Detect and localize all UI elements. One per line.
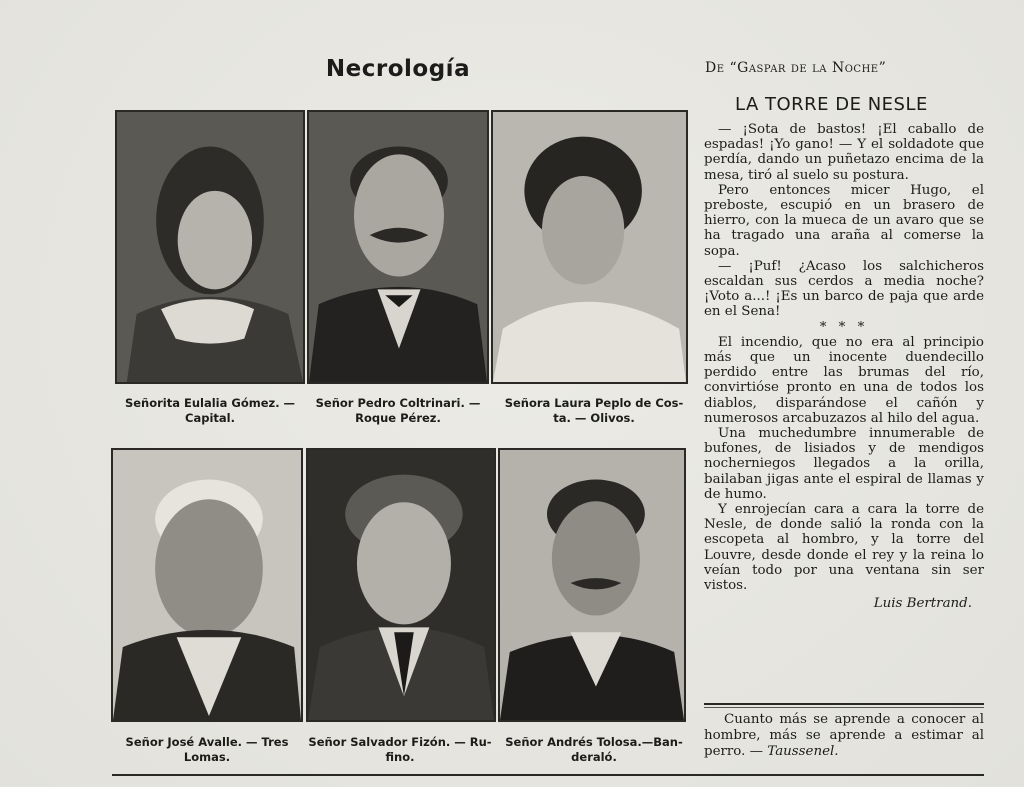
caption-andres-tolosa: Señor Andrés Tolosa.—Ban- deraló. [505,735,683,764]
portrait-pedro-coltrinari [307,110,489,384]
portrait-jose-avalle [111,448,303,722]
story-paragraph: Y enrojecían cara a cara la torre de Nesle, de donde salió la ronda con la escopeta al hombro, y la torre del Louvre, desde donde el rey y la reina lo veían todo por una ventana sin ser vistos. [704,502,984,594]
portrait-salvador-fizon [306,448,496,722]
quote-text: Cuanto más se aprende a conocer al hombre, más se aprende a estimar al perro. — [704,712,984,759]
story-paragraph: El incendio, que no era al principio más que un inocente duendecillo perdido entre las brumas del río, convirtióse pronto en una de todos los diablos, disparándose el cañón y numerosos arcabuzazos al hilo del agua. [704,334,984,426]
portrait-eulalia-gomez [115,110,305,384]
story-paragraph: — ¡Sota de bastos! ¡El caballo de espadas! ¡Yo gano! — Y el soldadote que perdía, dando un puñetazo encima de la mesa, tiró al suelo su postura. [704,122,984,183]
divider-rule-thin [704,707,984,708]
caption-salvador-fizon: Señor Salvador Fizón. — Ru- fino. [308,735,492,764]
portrait-andres-tolosa [498,448,686,722]
story-title: LA TORRE DE NESLE [735,94,928,115]
quote-block [704,712,984,760]
section-separator: * * * [819,319,869,335]
caption-jose-avalle: Señor José Avalle. — Tres Lomas. [125,735,289,764]
caption-pedro-coltrinari: Señor Pedro Coltrinari. — Roque Pérez. [315,396,481,425]
caption-eulalia-gomez: Señorita Eulalia Gómez. — Capital. [124,396,296,425]
portrait-laura-peplo [491,110,688,384]
divider-rule [704,703,984,705]
story-source: De “Gaspar de la Noche” [705,60,887,76]
story-paragraph: Una muchedumbre innumerable de bufones, de lisiados y de mendigos nocherniegos llegados a la orilla, bailaban jigas ante el espiral de llamas y de humo. [704,426,984,502]
necrology-title: Necrología [325,56,471,82]
bottom-rule [112,774,984,776]
quote-author: Taussenel. [767,744,839,759]
story-paragraph: Pero entonces micer Hugo, el preboste, escupió en un brasero de hierro, con la mueca de un avaro que se ha tragado una araña al comerse la sopa. [704,182,984,259]
caption-laura-peplo: Señora Laura Peplo de Cos- ta. — Olivos. [504,396,684,425]
story-body [704,122,984,612]
story-paragraph: — ¡Puf! ¿Acaso los salchicheros escaldan sus cerdos a media noche? ¡Voto a...! ¡Es un barco de paja que arde en el Sena! [704,258,984,320]
story-signature: Luis Bertrand. [873,596,972,612]
